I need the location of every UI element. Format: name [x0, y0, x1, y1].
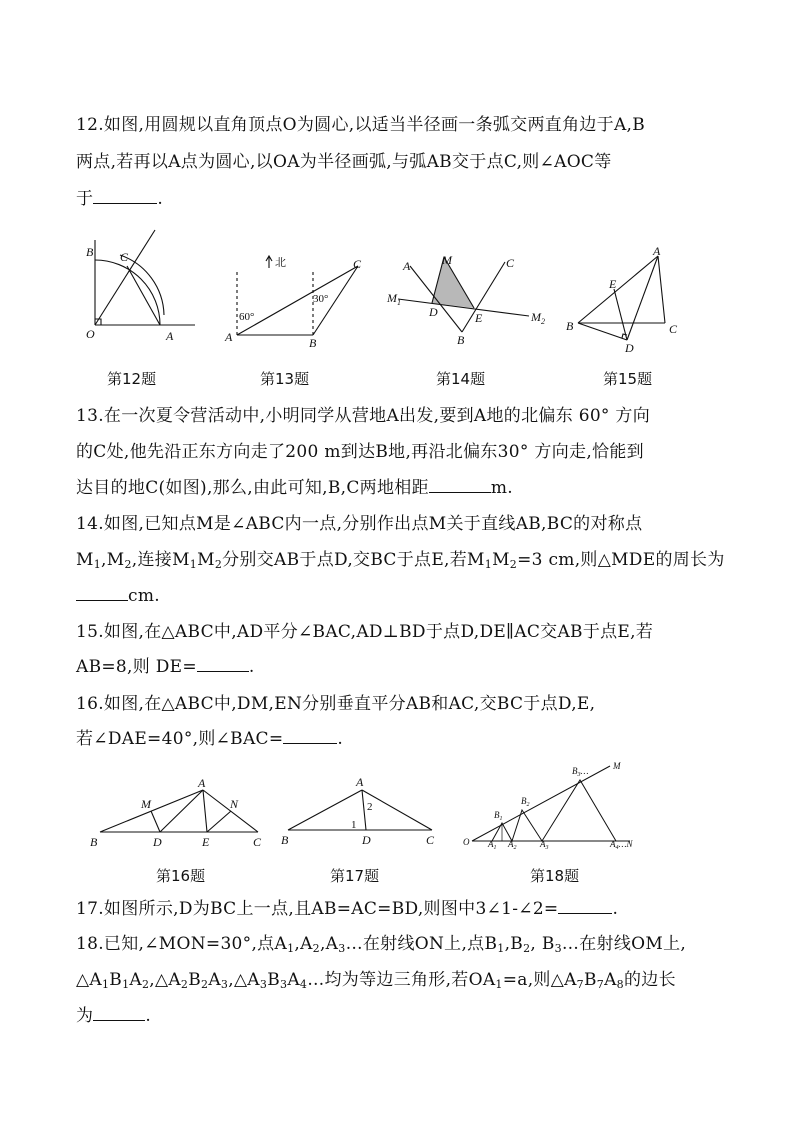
q15-line2: AB=8,则 DE= . — [76, 657, 255, 677]
fig17-label-b: B — [281, 833, 289, 847]
caption-fig12: 第12题 — [107, 370, 157, 388]
q13-line1: 13.在一次夏令营活动中,小明同学从营地A出发,要到A地的北偏东 60° 方向 — [76, 406, 651, 426]
fig17-label-angle2: 2 — [367, 801, 373, 813]
fig17-label-a: A — [356, 775, 364, 789]
fig18-label-a1: $A_1$ — [488, 839, 497, 851]
figure-18 — [460, 760, 640, 852]
fig15-label-b: B — [566, 319, 574, 333]
fig18-label-a3: $A_3$ — [540, 839, 549, 851]
q13-line2: 的C处,他先沿正东方向走了200 m到达B地,再沿北偏东30° 方向走,恰能到 — [76, 442, 644, 462]
fig14-ray-bc — [462, 262, 505, 332]
figure-12 — [80, 228, 210, 348]
fig16-label-n: N — [230, 797, 239, 811]
fig13-label-60: 60° — [239, 311, 255, 323]
fig14-label-c: C — [506, 256, 515, 270]
fig15-label-c: C — [669, 322, 678, 336]
fig13-label-c: C — [353, 257, 362, 271]
fig12-label-b: B — [86, 245, 94, 259]
fig15-segment-bd — [578, 323, 627, 340]
fig16-label-e: E — [202, 835, 210, 849]
fig16-label-c: C — [253, 835, 262, 849]
q16-line1: 16.如图,在△ABC中,DM,EN分别垂直平分AB和AC,交BC于点D,E, — [76, 694, 596, 714]
q18-line3: 为 . — [76, 1006, 152, 1026]
fig15-label-d: D — [625, 341, 634, 355]
fig15-label-a: A — [653, 244, 661, 258]
q15-line1: 15.如图,在△ABC中,AD平分∠BAC,AD⊥BD于点D,DE∥AC交AB于点E,若 — [76, 622, 654, 642]
caption-fig18: 第18题 — [530, 867, 580, 885]
fig18-ray-om — [472, 766, 610, 841]
q18-line2: $\triangle A_1B_1A_2,\triangle A_2B_2A_3,\triangle A_3B_3A_4\dots$均为等边三角形,若$OA_1=a$,则$\triangle A_7B_7A_8$的边长 — [76, 970, 676, 991]
q15-answer-blank[interactable] — [197, 655, 249, 672]
q14-answer-blank[interactable] — [76, 584, 128, 601]
fig13-segment-ac — [237, 266, 358, 335]
q12-line3: 于 . — [76, 189, 164, 209]
q14-line2: $M_1,M_2$,连接$M_1M_2$分别交AB于点D,交BC于点E,若$M_1M_2=3$ cm,则△MDE的周长为 — [76, 550, 725, 571]
fig18-label-a4-n: $A_4\dots N$ — [610, 839, 633, 851]
fig13-label-b: B — [309, 336, 317, 350]
fig13-label-30: 30° — [313, 293, 329, 305]
fig12-segment-ca — [127, 266, 160, 325]
fig17-label-angle1: 1 — [351, 819, 357, 831]
caption-fig17: 第17题 — [330, 867, 380, 885]
figure-13 — [225, 248, 375, 348]
fig18-label-o: O — [463, 837, 470, 847]
figure-14 — [385, 252, 555, 352]
fig12-label-c: C — [120, 250, 129, 264]
q12-line3-text: 于 — [76, 189, 94, 209]
q17-line1: 17.如图所示,D为BC上一点,且AB=AC=BD,则图中3∠1-∠2= . — [76, 899, 619, 919]
fig18-label-b2: $B_2$ — [521, 796, 530, 808]
fig14-label-d: D — [429, 305, 438, 319]
fig17-label-d: D — [362, 833, 371, 847]
q18-line1: 18.已知,∠MON=30°,点$A_1,A_2,A_3\dots$在射线ON上,点$B_1,B_2$, $B_3\dots$在射线OM上, — [76, 934, 687, 955]
q16-answer-blank[interactable] — [283, 727, 337, 744]
caption-fig14: 第14题 — [436, 370, 486, 388]
fig18-label-b1: $B_1$ — [494, 810, 503, 822]
fig16-segment-ne — [207, 811, 231, 832]
q12-answer-blank[interactable] — [93, 187, 157, 204]
fig18-label-a2: $A_2$ — [508, 839, 517, 851]
fig16-label-m: M — [141, 797, 151, 811]
fig16-label-d: D — [153, 835, 162, 849]
fig15-segment-de — [614, 289, 627, 340]
fig15-label-e: E — [609, 277, 617, 291]
fig17-segment-ac — [362, 790, 432, 830]
fig16-label-a: A — [198, 776, 206, 790]
caption-fig15: 第15题 — [603, 370, 653, 388]
figure-17 — [280, 774, 450, 849]
fig18-label-m: M — [613, 761, 621, 771]
q16-line2: 若∠DAE=40°,则∠BAC= . — [76, 729, 344, 749]
q13-answer-blank[interactable] — [429, 476, 491, 493]
fig12-arc-ab — [95, 260, 160, 325]
q13-line3: 达目的地C(如图),那么,由此可知,B,C两地相距 m. — [76, 478, 514, 498]
fig13-label-north: 北 — [275, 256, 286, 269]
fig17-segment-ad — [362, 790, 366, 830]
q14-line1: 14.如图,已知点M是∠ABC内一点,分别作出点M关于直线AB,BC的对称点 — [76, 514, 643, 534]
fig16-segment-ad — [160, 790, 203, 832]
figure-15 — [565, 246, 685, 356]
fig18-equilateral-chain — [492, 780, 616, 841]
fig14-label-a: A — [403, 259, 411, 273]
q12-line2: 两点,若再以A点为圆心,以OA为半径画弧,与弧AB交于点C,则∠AOC等 — [76, 152, 612, 172]
fig14-label-m1: $M_1$ — [387, 291, 401, 307]
fig16-label-b: B — [90, 835, 98, 849]
q18-answer-blank[interactable] — [93, 1004, 145, 1021]
fig18-label-b3: $B_3\dots$ — [572, 766, 589, 778]
fig14-label-m: M — [442, 253, 452, 267]
fig12-label-o: O — [86, 327, 95, 341]
caption-fig16: 第16题 — [156, 867, 206, 885]
fig13-label-a: A — [225, 330, 233, 344]
q12-line1: 12.如图,用圆规以直角顶点O为圆心,以适当半径画一条弧交两直角边于A,B — [76, 115, 646, 135]
fig16-segment-ae — [203, 790, 207, 832]
fig14-label-e: E — [475, 311, 483, 325]
fig14-label-b: B — [457, 333, 465, 347]
q17-answer-blank[interactable] — [558, 897, 612, 914]
fig17-label-c: C — [426, 833, 435, 847]
fig16-segment-md — [151, 811, 160, 832]
fig12-label-a: A — [166, 329, 174, 343]
fig15-segment-ac — [658, 256, 665, 323]
q14-line3: cm. — [76, 584, 160, 608]
fig14-label-m2: $M_2$ — [531, 310, 545, 326]
fig14-shaded-triangle — [432, 257, 474, 308]
figure-16 — [88, 776, 278, 851]
caption-fig13: 第13题 — [260, 370, 310, 388]
fig12-ray-oc — [95, 230, 155, 325]
